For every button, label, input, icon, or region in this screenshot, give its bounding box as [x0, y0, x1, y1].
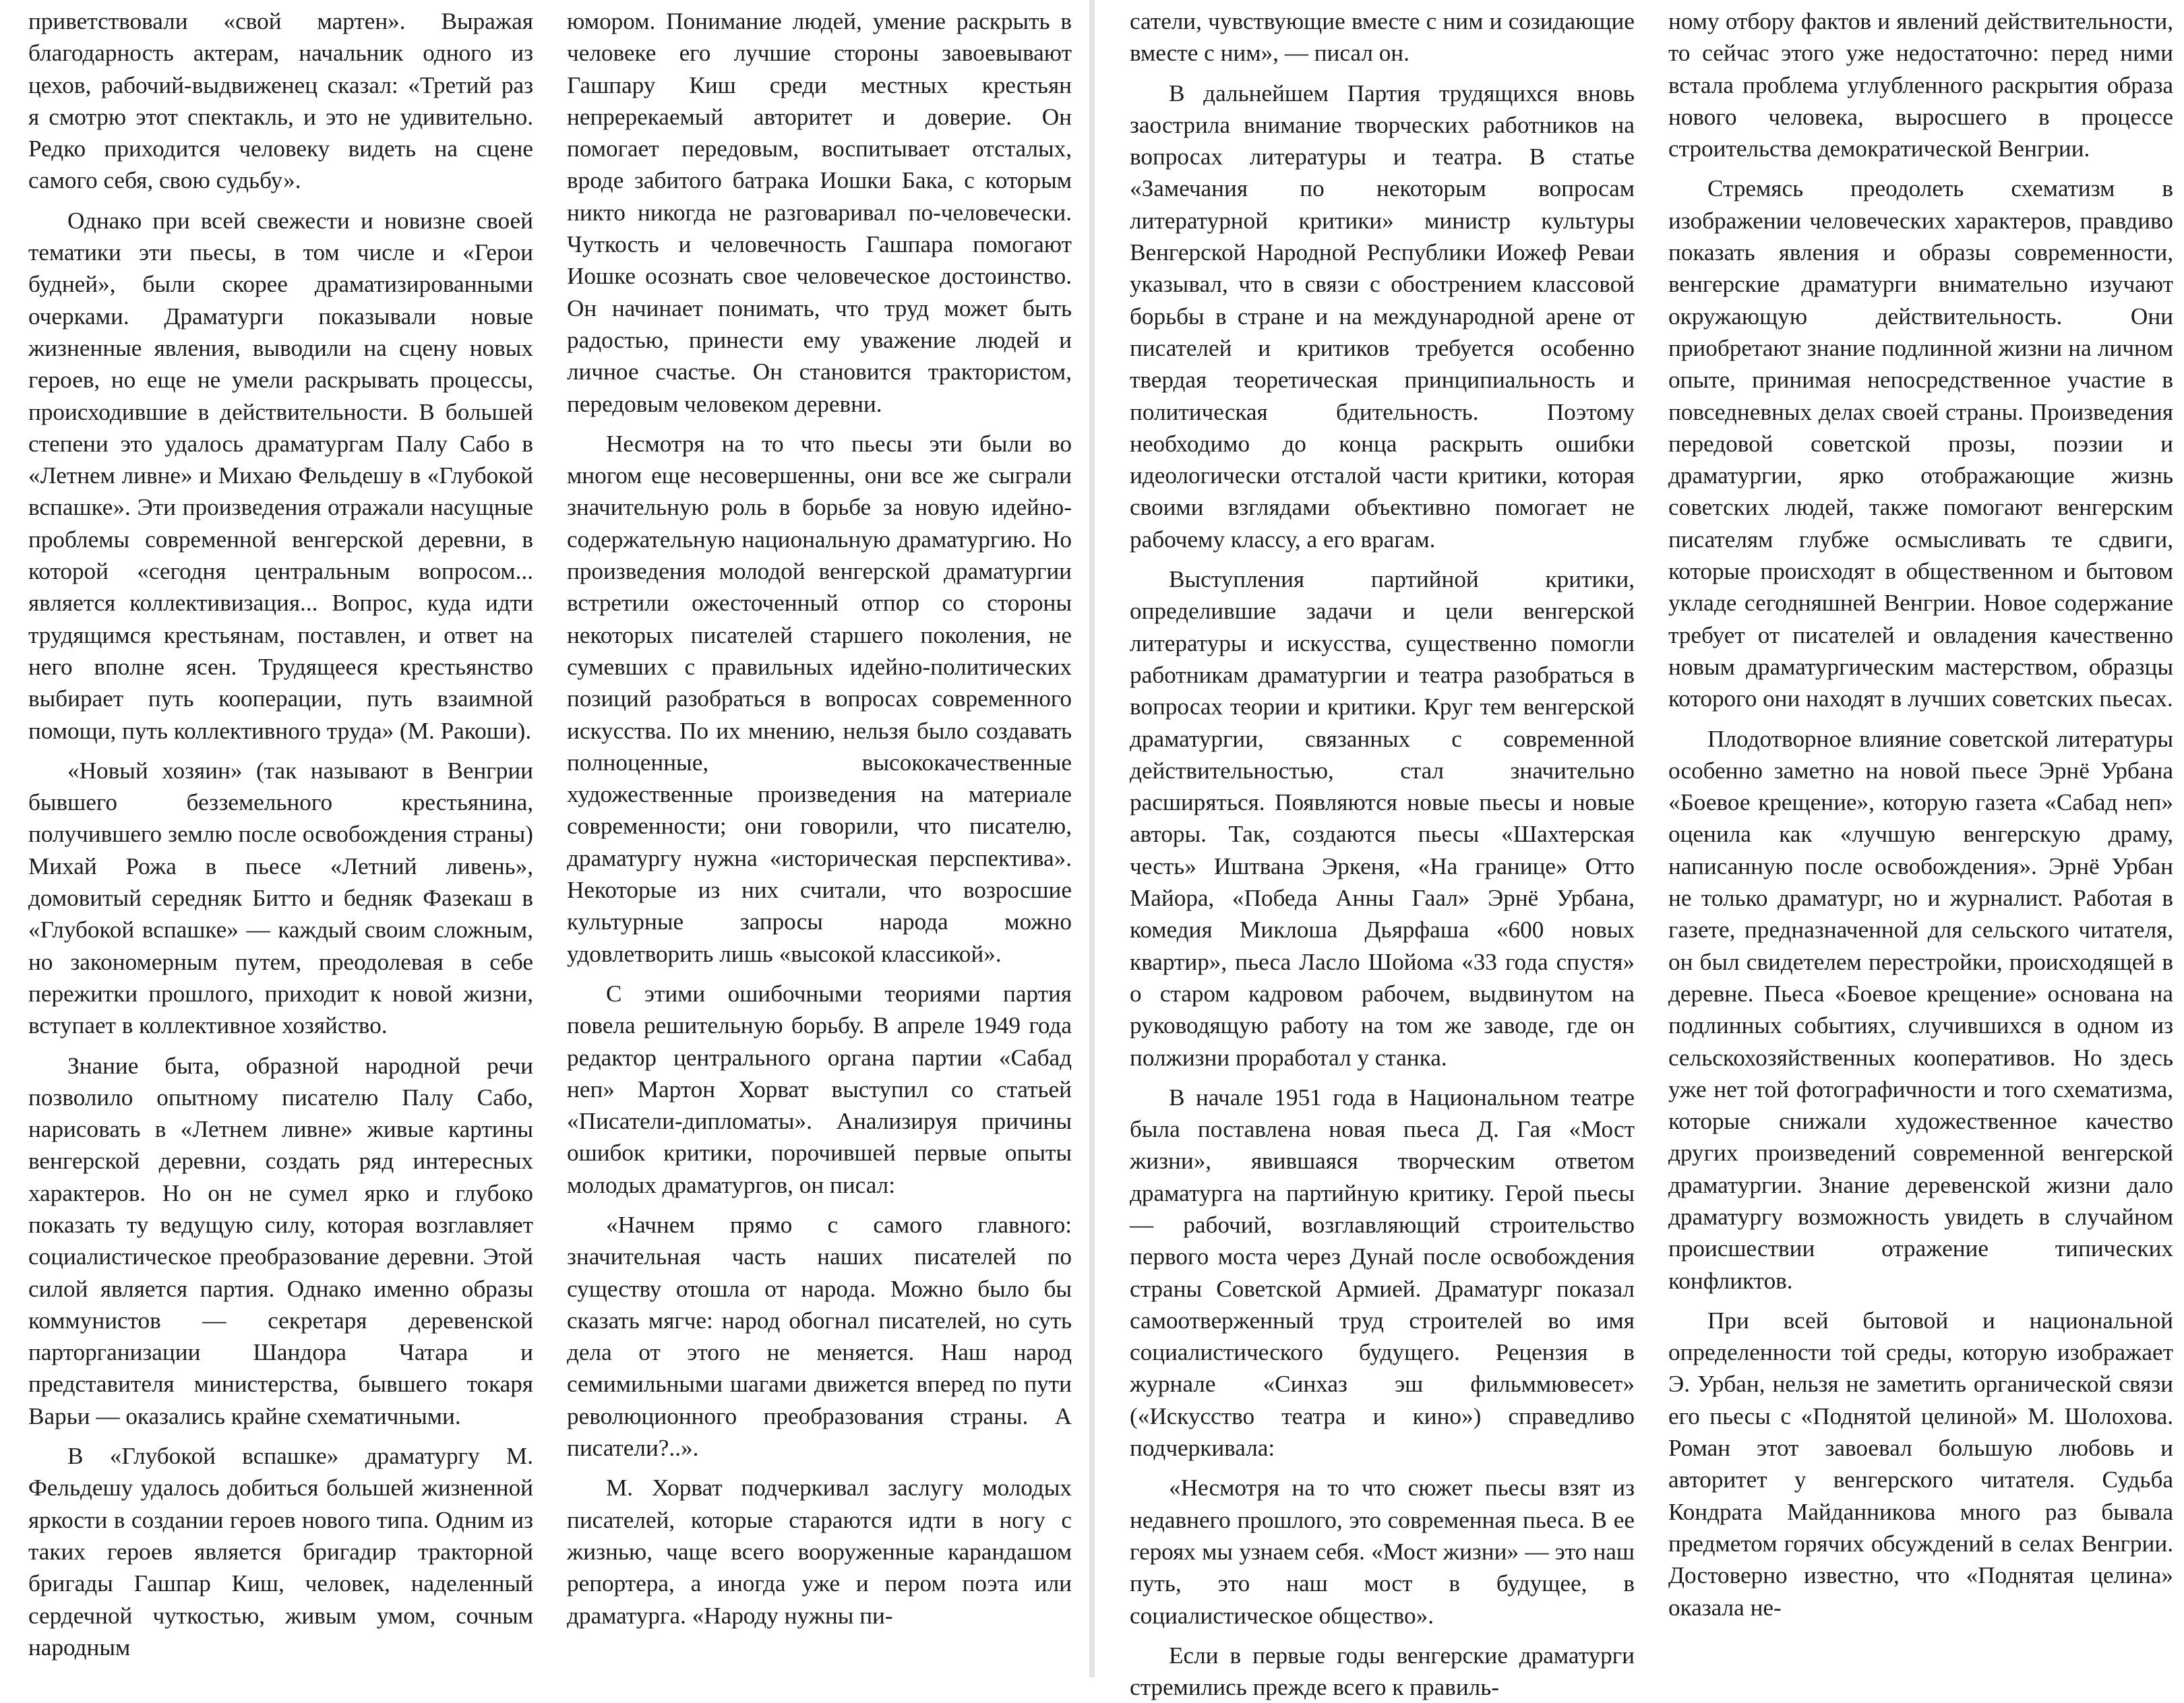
quotation: «Несмотря на то что сюжет пьесы взят из недавнего прошлого, это современная пьеса. В ее героях мы узнаем себя. «Мост жизни» — это наш путь, это наш мост в будущее, в социалистическое общество». — [1130, 1475, 1635, 1629]
text-column-2 — [567, 5, 1072, 1670]
paragraph: С этими ошибочными теориями партия повела решительную борьбу. В апреле 1949 года редактор центрального органа партии «Сабад неп» Мартон Хорват выступил со статьей «Писатели-дипломаты». Анализируя причины ошибок критики, порочившей первые опыты молодых драматургов, он писал: — [567, 980, 1072, 1198]
paragraph: Стремясь преодолеть схематизм в изображении человеческих характеров, правдиво показать явления и образы современности, венгерские драматурги внимательно изучают окружающую действительность. Они приобретают знание подлинной жизни на личном опыте, принимая непосредственное участие в повседневных делах своей страны. Произведения передовой советской прозы, поэзии и драматургии, ярко отображающие жизнь советских людей, также помогают венгерским писателям глубже осмысливать те сдвиги, которые происходят в общественном и бытовом укладе сегодняшней Венгрии. Новое содержание требует от писателей и овладения качественно новым драматургическим мастерством, образцы которого они находят в лучших советских пьесах. — [1668, 175, 2173, 712]
paragraph: юмором. Понимание людей, умение раскрыть в человеке его лучшие стороны завоевывают Гашпару Киш среди местных крестьян непререкаемый авторитет и доверие. Он помогает передовым, воспитывает отсталых, вроде забитого батрака Иошки Бака, с которым никто никогда не разговаривал по-человечески. Чуткость и человечность Гашпара помогают Иошке осознать свое человеческое достоинство. Он начинает понимать, что труд может быть радостью, принести ему уважение людей и личное счастье. Он становится трактористом, передовым человеком деревни. — [567, 8, 1072, 417]
paragraph: Однако при всей свежести и новизне своей тематики эти пьесы, в том числе и «Герои будней», были скорее драматизированными очерками. Драматурги показывали новые жизненные явления, выводили на сцену новых героев, но еще не умели раскрывать процессы, происходившие в действительности. В большей степени это удалось драматургам Палу Сабо в «Летнем ливне» и Михаю Фельдешу в «Глубокой вспашке». Эти произведения отражали насущные проблемы современной венгерской деревни, в которой «сегодня центральным вопросом... является коллективизация... Вопрос, куда идти трудящимся крестьянам, поставлен, и ответ на него вполне ясен. Трудящееся крестьянство выбирает путь кооперации, путь взаимной помощи, путь коллективного труда» (М. Ракоши). — [28, 207, 533, 744]
paragraph: В дальнейшем Партия трудящихся вновь заострила внимание творческих работников на вопросах литературы и театра. В статье «Замечания по некоторым вопросам литературной критики» министр культуры Венгерской Народной Республики Иожеф Реваи указывал, что в связи с обострением классовой борьбы в стране и на международной арене от писателей и критиков требуется особенно твердая теоретическая принципиальность и политическая бдительность. Поэтому необходимо до конца раскрыть ошибки идеологически отсталой части критики, которая своими взглядами объективно помогает не рабочему классу, а его врагам. — [1130, 80, 1635, 553]
paragraph: «Новый хозяин» (так называют в Венгрии бывшего безземельного крестьянина, получившего землю после освобождения страны) Михай Рожа в пьесе «Летний ливень», домовитый середняк Битто и бедняк Фазекаш в «Глубокой вспашке» — каждый своим сложным, но закономерным путем, преодолевая в себе пережитки прошлого, приходит к новой жизни, вступает в коллективное хозяйство. — [28, 757, 533, 1039]
text-column-1 — [28, 5, 533, 1670]
paragraph: Если в первые годы венгерские драматурги стремились прежде всего к правиль- — [1130, 1642, 1635, 1701]
paragraph: При всей бытовой и национальной определенности той среды, которую изображает Э. Урбан, нельзя не заметить органической связи его пьесы с «Поднятой целиной» М. Шолохова. Роман этот завоевал большую любовь и авторитет у венгерского читателя. Судьба Кондрата Майданникова много раз бывала предметом горячих обсуждений в селах Венгрии. Достоверно известно, что «Поднятая целина» оказала не- — [1668, 1307, 2173, 1621]
paragraph: Выступления партийной критики, определившие задачи и цели венгерской литературы и искусства, существенно помогли работникам драматургии и театра разобраться в вопросах теории и критики. Круг тем венгерской драматургии, связанных с современной действительностью, стал значительно расширяться. Появляются новые пьесы и новые авторы. Так, создаются пьесы «Шахтерская честь» Иштвана Эркеня, «На границе» Отто Майора, «Победа Анны Гаал» Эрнё Урбана, комедия Миклоша Дьярфаша «600 новых квартир», пьеса Ласло Шойома «33 года спустя» о старом кадровом рабочем, выдвинутом на руководящую работу на том же заводе, где он полжизни проработал у станка. — [1130, 566, 1635, 1071]
paragraph: Несмотря на то что пьесы эти были во многом еще несовершенны, они все же сыграли значительную роль в борьбе за новую идейно-содержательную национальную драматургию. Но произведения молодой венгерской драматургии встретили ожесточенный отпор со стороны некоторых писателей старшего поколения, не сумевших с правильных идейно-политических позиций разобраться в вопросах современного искусства. По их мнению, нельзя было создавать полноценные, высококачественные художественные произведения на материале современности; они говорили, что писателю, драматургу нужна «историческая перспектива». Некоторые из них считали, что возросшие культурные запросы народа можно удовлетворить лишь «высокой классикой». — [567, 430, 1072, 967]
left-page — [0, 0, 1092, 1677]
paragraph: Знание быта, образной народной речи позволило опытному писателю Палу Сабо, нарисовать в «Летнем ливне» живые картины венгерской деревни, создать ряд интересных характеров. Но он не сумел ярко и глубоко показать ту ведущую силу, которая возглавляет социалистическое преобразование деревни. Этой силой является партия. Однако именно образы коммунистов — секретаря деревенской парторганизации Шандора Чатара и представителя министерства, бывшего токаря Варьи — оказались крайне схематичными. — [28, 1052, 533, 1429]
paragraph: приветствовали «свой мартен». Выражая благодарность актерам, начальник одного из цехов, рабочий-выдвиженец сказал: «Третий раз я смотрю этот спектакль, и это не удивительно. Редко приходится человеку видеть на сцене самого себя, свою судьбу». — [28, 8, 533, 194]
paragraph: Плодотворное влияние советской литературы особенно заметно на новой пьесе Эрнё Урбана «Боевое крещение», которую газета «Сабад неп» оценила как «лучшую венгерскую драму, написанную после освобождения». Эрнё Урбан не только драматург, но и журналист. Работая в газете, предназначенной для сельского читателя, он был свидетелем перестройки, происходящей в деревне. Пьеса «Боевое крещение» основана на подлинных событиях, случившихся в одном из сельскохозяйственных кооперативов. Но здесь уже нет той фотографичности и того схематизма, которые снижали художественное качество других произведений современной венгерской драматургии. Знание деревенской жизни дало драматургу возможность увидеть в случайном происшествии отражение типических конфликтов. — [1668, 725, 2173, 1294]
text-column-4 — [1668, 5, 2173, 1670]
paragraph: сатели, чувствующие вместе с ним и созидающие вместе с ним», — писал он. — [1130, 8, 1635, 67]
paragraph: В «Глубокой вспашке» драматургу М. Фельдешу удалось добиться большей жизненной яркости в создании героев нового типа. Одним из таких героев является бригадир тракторной бригады Гашпар Киш, человек, наделенный сердечной чуткостью, живым умом, сочным народным — [28, 1443, 533, 1661]
text-column-3 — [1130, 5, 1635, 1701]
paragraph: В начале 1951 года в Национальном театре была поставлена новая пьеса Д. Гая «Мост жизни», явившаяся творческим ответом драматурга на партийную критику. Герой пьесы — рабочий, возглавляющий строительство первого моста через Дунай после освобождения страны Советской Армией. Драматург показал самоотверженный труд строителей во имя социалистического будущего. Рецензия в журнале «Синхаз эш фильммювесет» («Искусство театра и кино») справедливо подчеркивала: — [1130, 1084, 1635, 1462]
quotation: «Начнем прямо с самого главного: значительная часть наших писателей по существу отошла от народа. Можно было бы сказать мягче: народ обогнал писателей, но суть дела от этого не меняется. Наш народ семимильными шагами движется вперед по пути революционного преобразования страны. А писатели?..». — [567, 1211, 1072, 1462]
paragraph: М. Хорват подчеркивал заслугу молодых писателей, которые стараются идти в ногу с жизнью, чаще всего вооруженные карандашом репортера, а иногда уже и пером поэта или драматурга. «Народу нужны пи- — [567, 1475, 1072, 1629]
right-page — [1092, 0, 2184, 1701]
paragraph: ному отбору фактов и явлений действительности, то сейчас этого уже недостаточно: перед ними встала проблема углубленного раскрытия образа нового человека, выросшего в процессе строительства демократической Венгрии. — [1668, 8, 2173, 162]
